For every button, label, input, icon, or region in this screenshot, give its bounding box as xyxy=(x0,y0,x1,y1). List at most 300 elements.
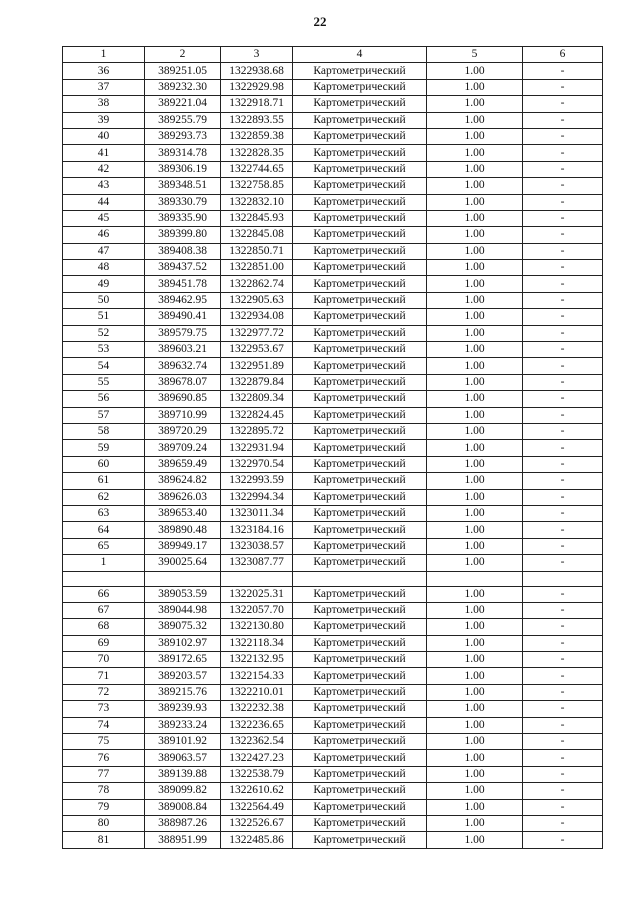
table-row xyxy=(63,407,603,423)
table-cell: - xyxy=(523,374,603,390)
table-cell: 1322895.72 xyxy=(221,423,293,439)
table-row xyxy=(63,227,603,243)
table-cell: 389690.85 xyxy=(145,391,221,407)
table-cell: - xyxy=(523,96,603,112)
table-cell: - xyxy=(523,227,603,243)
header-cell: 5 xyxy=(427,47,523,63)
table-row xyxy=(63,766,603,782)
table-cell: 48 xyxy=(63,260,145,276)
table-cell: 1.00 xyxy=(427,128,523,144)
table-cell: - xyxy=(523,684,603,700)
table-cell: - xyxy=(523,750,603,766)
table-cell: 389215.76 xyxy=(145,684,221,700)
table-cell: 389063.57 xyxy=(145,750,221,766)
table-cell: 1322610.62 xyxy=(221,783,293,799)
table-cell: 65 xyxy=(63,538,145,554)
table-cell: 1.00 xyxy=(427,717,523,733)
table-cell: - xyxy=(523,342,603,358)
table-cell: Картометрический xyxy=(293,619,427,635)
coordinates-table xyxy=(62,46,603,849)
table-cell: - xyxy=(523,161,603,177)
table-cell: 1 xyxy=(63,555,145,571)
table-cell: 1323184.16 xyxy=(221,522,293,538)
table-cell: 49 xyxy=(63,276,145,292)
table-cell: 389709.24 xyxy=(145,440,221,456)
table-cell: 1.00 xyxy=(427,161,523,177)
table-cell: 389451.78 xyxy=(145,276,221,292)
table-cell: 1322918.71 xyxy=(221,96,293,112)
table-cell: 389949.17 xyxy=(145,538,221,554)
table-cell: Картометрический xyxy=(293,701,427,717)
table-cell: 1.00 xyxy=(427,309,523,325)
table-cell: - xyxy=(523,391,603,407)
table-cell: Картометрический xyxy=(293,276,427,292)
table-cell: 1.00 xyxy=(427,440,523,456)
table-cell: 1.00 xyxy=(427,391,523,407)
table-cell: Картометрический xyxy=(293,635,427,651)
table-cell: Картометрический xyxy=(293,456,427,472)
table-cell: - xyxy=(523,602,603,618)
table-cell: 1322809.34 xyxy=(221,391,293,407)
table-cell: 389251.05 xyxy=(145,63,221,79)
table-cell: - xyxy=(523,586,603,602)
table-cell: - xyxy=(523,766,603,782)
table-cell: Картометрический xyxy=(293,178,427,194)
table-cell: Картометрический xyxy=(293,292,427,308)
table-cell: 45 xyxy=(63,210,145,226)
table-cell: Картометрический xyxy=(293,734,427,750)
header-cell: 3 xyxy=(221,47,293,63)
table-cell: 1.00 xyxy=(427,701,523,717)
table-cell: - xyxy=(523,210,603,226)
table-cell: 61 xyxy=(63,473,145,489)
table-cell: 388951.99 xyxy=(145,832,221,848)
table-cell: 1322970.54 xyxy=(221,456,293,472)
table-cell: 50 xyxy=(63,292,145,308)
table-cell: 1.00 xyxy=(427,783,523,799)
table-cell: 389348.51 xyxy=(145,178,221,194)
table-cell: Картометрический xyxy=(293,423,427,439)
table-cell: 79 xyxy=(63,799,145,815)
table-cell: 1322427.23 xyxy=(221,750,293,766)
table-row xyxy=(63,391,603,407)
table-cell: 1.00 xyxy=(427,619,523,635)
table-row xyxy=(63,161,603,177)
table-cell: Картометрический xyxy=(293,391,427,407)
table-cell: 64 xyxy=(63,522,145,538)
table-cell: 1.00 xyxy=(427,750,523,766)
table-cell: 389720.29 xyxy=(145,423,221,439)
table-cell: 1.00 xyxy=(427,766,523,782)
table-row xyxy=(63,79,603,95)
table-cell: 389678.07 xyxy=(145,374,221,390)
table-cell: 389632.74 xyxy=(145,358,221,374)
table-body xyxy=(63,63,603,848)
table-cell: 1322832.10 xyxy=(221,194,293,210)
table-cell: 80 xyxy=(63,815,145,831)
table-cell: 389408.38 xyxy=(145,243,221,259)
table-cell: Картометрический xyxy=(293,374,427,390)
table-cell: 1.00 xyxy=(427,79,523,95)
table-cell: 389399.80 xyxy=(145,227,221,243)
table-cell: 389890.48 xyxy=(145,522,221,538)
table-cell: 390025.64 xyxy=(145,555,221,571)
table-cell: 1322851.00 xyxy=(221,260,293,276)
table-row xyxy=(63,684,603,700)
table-cell xyxy=(523,571,603,586)
table-cell: Картометрический xyxy=(293,832,427,848)
table-row xyxy=(63,668,603,684)
table-cell: 389314.78 xyxy=(145,145,221,161)
table-cell: 1.00 xyxy=(427,260,523,276)
table-cell: 1322951.89 xyxy=(221,358,293,374)
table-cell: 58 xyxy=(63,423,145,439)
table-row xyxy=(63,96,603,112)
table-cell: 44 xyxy=(63,194,145,210)
table-cell: - xyxy=(523,407,603,423)
table-cell: 73 xyxy=(63,701,145,717)
table-cell: Картометрический xyxy=(293,555,427,571)
table-cell: 1323087.77 xyxy=(221,555,293,571)
table-row xyxy=(63,194,603,210)
table-cell: 389101.92 xyxy=(145,734,221,750)
table-row xyxy=(63,309,603,325)
table-cell: 389306.19 xyxy=(145,161,221,177)
table-cell: 42 xyxy=(63,161,145,177)
table-cell: - xyxy=(523,635,603,651)
table-cell: 1.00 xyxy=(427,210,523,226)
table-row xyxy=(63,456,603,472)
table-cell: 389659.49 xyxy=(145,456,221,472)
table-cell: 71 xyxy=(63,668,145,684)
table-cell: 1.00 xyxy=(427,276,523,292)
table-cell: 1.00 xyxy=(427,473,523,489)
table-cell: Картометрический xyxy=(293,602,427,618)
table-cell: 1.00 xyxy=(427,145,523,161)
table-cell: 1.00 xyxy=(427,194,523,210)
table-cell: 389710.99 xyxy=(145,407,221,423)
table-cell: - xyxy=(523,358,603,374)
table-cell: 1.00 xyxy=(427,243,523,259)
table-cell: 1322879.84 xyxy=(221,374,293,390)
table-cell: 1322850.71 xyxy=(221,243,293,259)
table-cell: 389437.52 xyxy=(145,260,221,276)
table-cell: 1322154.33 xyxy=(221,668,293,684)
table-cell: - xyxy=(523,799,603,815)
table-cell: - xyxy=(523,456,603,472)
table-cell: - xyxy=(523,815,603,831)
table-row xyxy=(63,783,603,799)
table-row xyxy=(63,815,603,831)
table-row xyxy=(63,112,603,128)
table-row xyxy=(63,522,603,538)
table-cell: - xyxy=(523,538,603,554)
table-cell: Картометрический xyxy=(293,227,427,243)
table-cell: 1.00 xyxy=(427,325,523,341)
header-cell: 6 xyxy=(523,47,603,63)
table-cell: 1322931.94 xyxy=(221,440,293,456)
table-cell: 389139.88 xyxy=(145,766,221,782)
table-cell: 1322934.08 xyxy=(221,309,293,325)
table-cell: 389255.79 xyxy=(145,112,221,128)
table-cell: 389335.90 xyxy=(145,210,221,226)
table-cell: Картометрический xyxy=(293,96,427,112)
table-cell: Картометрический xyxy=(293,342,427,358)
table-cell: 46 xyxy=(63,227,145,243)
table-cell: - xyxy=(523,112,603,128)
table-cell: 1.00 xyxy=(427,586,523,602)
table-cell: 1322905.63 xyxy=(221,292,293,308)
table-cell: 40 xyxy=(63,128,145,144)
table-cell: Картометрический xyxy=(293,668,427,684)
table-cell: 1.00 xyxy=(427,112,523,128)
table-cell: - xyxy=(523,717,603,733)
table-cell: 389221.04 xyxy=(145,96,221,112)
table-cell: Картометрический xyxy=(293,260,427,276)
table-row xyxy=(63,619,603,635)
table-cell: Картометрический xyxy=(293,112,427,128)
table-cell: - xyxy=(523,292,603,308)
table-cell: 1.00 xyxy=(427,407,523,423)
table-cell: - xyxy=(523,619,603,635)
table-cell: Картометрический xyxy=(293,815,427,831)
table-cell: Картометрический xyxy=(293,210,427,226)
table-cell: 72 xyxy=(63,684,145,700)
table-cell: Картометрический xyxy=(293,652,427,668)
table-cell: 389239.93 xyxy=(145,701,221,717)
table-cell: 389233.24 xyxy=(145,717,221,733)
table-cell: 389653.40 xyxy=(145,505,221,521)
table-cell: 55 xyxy=(63,374,145,390)
table-cell: - xyxy=(523,63,603,79)
table-cell: 389044.98 xyxy=(145,602,221,618)
table-cell: 389603.21 xyxy=(145,342,221,358)
table-cell: Картометрический xyxy=(293,128,427,144)
table-cell: 1.00 xyxy=(427,555,523,571)
table-row xyxy=(63,571,603,586)
table-cell: 1.00 xyxy=(427,538,523,554)
table-cell: - xyxy=(523,440,603,456)
table-cell: Картометрический xyxy=(293,473,427,489)
table-cell: Картометрический xyxy=(293,194,427,210)
table-cell: 1.00 xyxy=(427,832,523,848)
table-cell: 47 xyxy=(63,243,145,259)
table-cell xyxy=(145,571,221,586)
table-row xyxy=(63,178,603,194)
table-row xyxy=(63,505,603,521)
table-cell: - xyxy=(523,128,603,144)
table-cell: 57 xyxy=(63,407,145,423)
table-cell: 1.00 xyxy=(427,292,523,308)
header-cell: 4 xyxy=(293,47,427,63)
table-cell: 59 xyxy=(63,440,145,456)
table-cell: 389624.82 xyxy=(145,473,221,489)
table-cell: 1.00 xyxy=(427,342,523,358)
table-row xyxy=(63,717,603,733)
table-row xyxy=(63,799,603,815)
table-cell: - xyxy=(523,668,603,684)
table-cell: 389102.97 xyxy=(145,635,221,651)
table-cell: - xyxy=(523,489,603,505)
table-row xyxy=(63,489,603,505)
table-cell: 1322236.65 xyxy=(221,717,293,733)
table-cell: 36 xyxy=(63,63,145,79)
table-cell: 76 xyxy=(63,750,145,766)
table-cell: 1322744.65 xyxy=(221,161,293,177)
table-cell: 62 xyxy=(63,489,145,505)
table-row xyxy=(63,440,603,456)
table-cell: 1322993.59 xyxy=(221,473,293,489)
table-cell: 1.00 xyxy=(427,63,523,79)
table-row xyxy=(63,832,603,848)
table-row xyxy=(63,63,603,79)
table-cell: - xyxy=(523,145,603,161)
table-cell: 1322057.70 xyxy=(221,602,293,618)
table-cell: 389330.79 xyxy=(145,194,221,210)
table-cell: 1.00 xyxy=(427,799,523,815)
table-cell: 1322025.31 xyxy=(221,586,293,602)
table-cell: - xyxy=(523,178,603,194)
table-row xyxy=(63,260,603,276)
table-cell: 1322994.34 xyxy=(221,489,293,505)
table-cell: 1322862.74 xyxy=(221,276,293,292)
table-cell: Картометрический xyxy=(293,783,427,799)
table-cell: 1.00 xyxy=(427,602,523,618)
table-cell: 1.00 xyxy=(427,374,523,390)
table-cell: 67 xyxy=(63,602,145,618)
table-row xyxy=(63,243,603,259)
table-cell: 389099.82 xyxy=(145,783,221,799)
table-cell: Картометрический xyxy=(293,325,427,341)
table-cell: Картометрический xyxy=(293,63,427,79)
table-cell: Картометрический xyxy=(293,440,427,456)
table-cell: 66 xyxy=(63,586,145,602)
table-row xyxy=(63,292,603,308)
table-cell: 60 xyxy=(63,456,145,472)
table-cell xyxy=(427,571,523,586)
table-cell: - xyxy=(523,555,603,571)
table-cell: 389075.32 xyxy=(145,619,221,635)
table-cell: 77 xyxy=(63,766,145,782)
table-cell: - xyxy=(523,243,603,259)
table-cell: 78 xyxy=(63,783,145,799)
table-cell: 1322845.93 xyxy=(221,210,293,226)
table-row xyxy=(63,635,603,651)
table-cell: Картометрический xyxy=(293,489,427,505)
table-row xyxy=(63,555,603,571)
table-cell: - xyxy=(523,194,603,210)
table-cell: - xyxy=(523,473,603,489)
table-cell: - xyxy=(523,423,603,439)
table-cell: 388987.26 xyxy=(145,815,221,831)
table-cell: 51 xyxy=(63,309,145,325)
table-cell: 1322130.80 xyxy=(221,619,293,635)
table-cell: 389232.30 xyxy=(145,79,221,95)
table-cell: 41 xyxy=(63,145,145,161)
table-cell: - xyxy=(523,783,603,799)
table-cell: 389008.84 xyxy=(145,799,221,815)
table-cell: 39 xyxy=(63,112,145,128)
table-row xyxy=(63,145,603,161)
table-row xyxy=(63,276,603,292)
table-cell: 1322118.34 xyxy=(221,635,293,651)
table-row xyxy=(63,701,603,717)
header-cell: 2 xyxy=(145,47,221,63)
table-cell: 53 xyxy=(63,342,145,358)
table-cell: Картометрический xyxy=(293,684,427,700)
table-cell: Картометрический xyxy=(293,538,427,554)
table-cell: 1322526.67 xyxy=(221,815,293,831)
table-cell: Картометрический xyxy=(293,750,427,766)
table-cell: 1322859.38 xyxy=(221,128,293,144)
table-cell: - xyxy=(523,522,603,538)
table-cell: 389293.73 xyxy=(145,128,221,144)
table-cell: 1.00 xyxy=(427,815,523,831)
table-row xyxy=(63,473,603,489)
table-cell: 1322210.01 xyxy=(221,684,293,700)
table-row xyxy=(63,423,603,439)
table-cell: 1322828.35 xyxy=(221,145,293,161)
table-cell: 1322485.86 xyxy=(221,832,293,848)
table-cell: 389579.75 xyxy=(145,325,221,341)
page-number: 22 xyxy=(313,14,327,29)
table-cell: Картометрический xyxy=(293,358,427,374)
table-row xyxy=(63,586,603,602)
table-cell: 1.00 xyxy=(427,684,523,700)
table-cell: Картометрический xyxy=(293,145,427,161)
table-cell: 389172.65 xyxy=(145,652,221,668)
table-cell: 1323038.57 xyxy=(221,538,293,554)
table-cell: - xyxy=(523,325,603,341)
table-cell xyxy=(63,571,145,586)
table-cell: 1322845.08 xyxy=(221,227,293,243)
table-cell: 1.00 xyxy=(427,227,523,243)
table-cell: 1322538.79 xyxy=(221,766,293,782)
table-cell: 75 xyxy=(63,734,145,750)
table-cell: 69 xyxy=(63,635,145,651)
table-cell: 389626.03 xyxy=(145,489,221,505)
table-cell: 1322132.95 xyxy=(221,652,293,668)
table-cell: Картометрический xyxy=(293,161,427,177)
table-cell: 74 xyxy=(63,717,145,733)
table-cell: - xyxy=(523,652,603,668)
table-cell: 1322758.85 xyxy=(221,178,293,194)
table-cell: 1.00 xyxy=(427,635,523,651)
table-cell: 1.00 xyxy=(427,734,523,750)
table-cell: Картометрический xyxy=(293,766,427,782)
table-row xyxy=(63,128,603,144)
table-cell: 54 xyxy=(63,358,145,374)
table-row xyxy=(63,358,603,374)
table-cell: Картометрический xyxy=(293,79,427,95)
table-cell: 52 xyxy=(63,325,145,341)
table-cell: 1.00 xyxy=(427,423,523,439)
table-cell: 389203.57 xyxy=(145,668,221,684)
header-cell: 1 xyxy=(63,47,145,63)
table-cell: 1.00 xyxy=(427,178,523,194)
table-cell xyxy=(221,571,293,586)
table-cell: 1322362.54 xyxy=(221,734,293,750)
table-cell: 1.00 xyxy=(427,505,523,521)
table-cell: 81 xyxy=(63,832,145,848)
table-cell: 1322824.45 xyxy=(221,407,293,423)
table-cell: Картометрический xyxy=(293,717,427,733)
table-row xyxy=(63,325,603,341)
table-cell: 1.00 xyxy=(427,358,523,374)
table-cell: 1323011.34 xyxy=(221,505,293,521)
table-cell: Картометрический xyxy=(293,309,427,325)
table-cell: - xyxy=(523,79,603,95)
